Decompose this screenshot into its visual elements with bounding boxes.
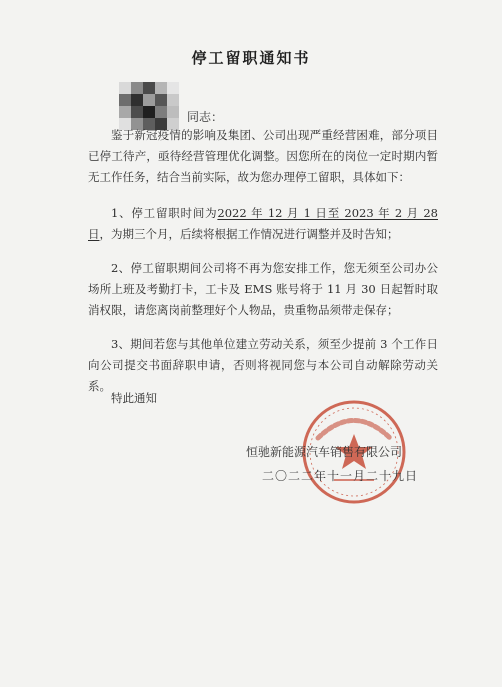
item-1-paragraph (88, 203, 438, 245)
redacted-name-mosaic (119, 82, 179, 130)
item-2-paragraph: 2、停工留职期间公司将不再为您安排工作，您无须至公司办公场所上班及考勤打卡，工卡及 EMS 账号将于 11 月 30 日起暂时取消权限，请您离岗前整理好个人物品，贵重物品须带走保存； (88, 261, 438, 317)
salutation: 同志： (187, 110, 224, 124)
issue-date: 二〇二二年十一月二十九日 (262, 469, 419, 483)
item-1-period: 2022 年 12 月 1 日至 2023 年 2 月 28 日 (88, 206, 438, 241)
document-title: 停工留职通知书 (191, 49, 311, 67)
company-name: 恒驰新能源汽车销售有限公司 (246, 445, 403, 459)
item-1-suffix: ，为期三个月，后续将根据工作情况进行调整并及时告知； (99, 227, 399, 241)
closing-line: 特此通知 (111, 391, 157, 405)
item-3-paragraph: 3、期间若您与其他单位建立劳动关系，须至少提前 3 个工作日向公司提交书面辞职申请，否则将视同您与本公司自动解除劳动关系。 (88, 337, 438, 393)
item-1-prefix: 1、停工留职时间为 (111, 206, 218, 220)
intro-paragraph: 鉴于新冠疫情的影响及集团、公司出现严重经营困难，部分项目已停工待产，亟待经营管理优化调整。因您所在的岗位一定时期内暂无工作任务，结合当前实际，故为您办理停工留职，具体如下： (88, 128, 438, 184)
